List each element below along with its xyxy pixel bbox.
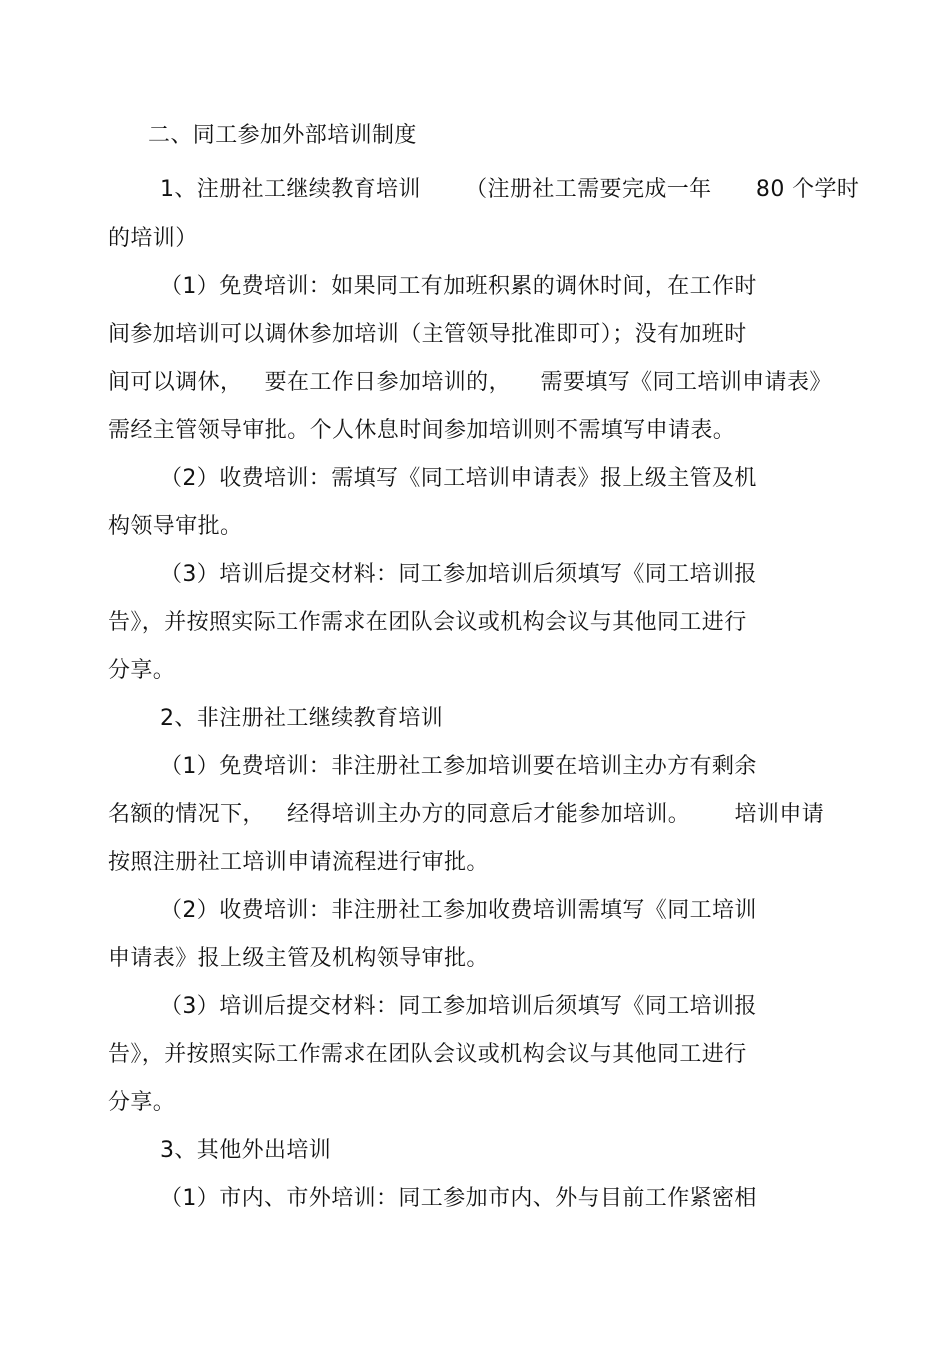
paragraph-line: 需经主管领导审批。个人休息时间参加培训则不需填写申请表。 (108, 418, 736, 443)
subsection-heading-2: 2、非注册社工继续教育培训 (160, 706, 444, 731)
paragraph-line: 分享。 (108, 658, 176, 683)
list-item-city-training: （1）市内、市外培训：同工参加市内、外与目前工作紧密相 (160, 1186, 757, 1211)
paragraph-line: 的培训） (108, 226, 198, 251)
paragraph-line: 申请表》报上级主管及机构领导审批。 (108, 946, 489, 971)
paragraph-line: 间参加培训可以调休参加培训（主管领导批准即可）；没有加班时 (108, 322, 747, 347)
paragraph-line: 间可以调休， 要在工作日参加培训的， 需要填写《同工培训申请表》 (108, 370, 832, 395)
paragraph-line: 告》，并按照实际工作需求在团队会议或机构会议与其他同工进行 (108, 610, 747, 635)
paragraph-line: 按照注册社工培训申请流程进行审批。 (108, 850, 489, 875)
paragraph-line: 名额的情况下， 经得培训主办方的同意后才能参加培训。 培训申请 (108, 802, 825, 827)
list-item-free-training: （1）免费培训：非注册社工参加培训要在培训主办方有剩余 (160, 754, 757, 779)
paragraph-line: 构领导审批。 (108, 514, 243, 539)
list-item-paid-training: （2）收费培训：非注册社工参加收费培训需填写《同工培训 (160, 898, 757, 923)
list-item-post-training: （3）培训后提交材料：同工参加培训后须填写《同工培训报 (160, 562, 757, 587)
subsection-heading-1: 1、注册社工继续教育培训 （注册社工需要完成一年 80 个学时 (160, 177, 860, 202)
paragraph-line: 告》，并按照实际工作需求在团队会议或机构会议与其他同工进行 (108, 1042, 747, 1067)
list-item-free-training: （1）免费培训：如果同工有加班积累的调休时间，在工作时 (160, 274, 757, 299)
list-item-post-training: （3）培训后提交材料：同工参加培训后须填写《同工培训报 (160, 994, 757, 1019)
section-heading: 二、同工参加外部培训制度 (148, 123, 417, 148)
paragraph-line: 分享。 (108, 1090, 176, 1115)
subsection-heading-3: 3、其他外出培训 (160, 1138, 332, 1163)
list-item-paid-training: （2）收费培训：需填写《同工培训申请表》报上级主管及机 (160, 466, 757, 491)
